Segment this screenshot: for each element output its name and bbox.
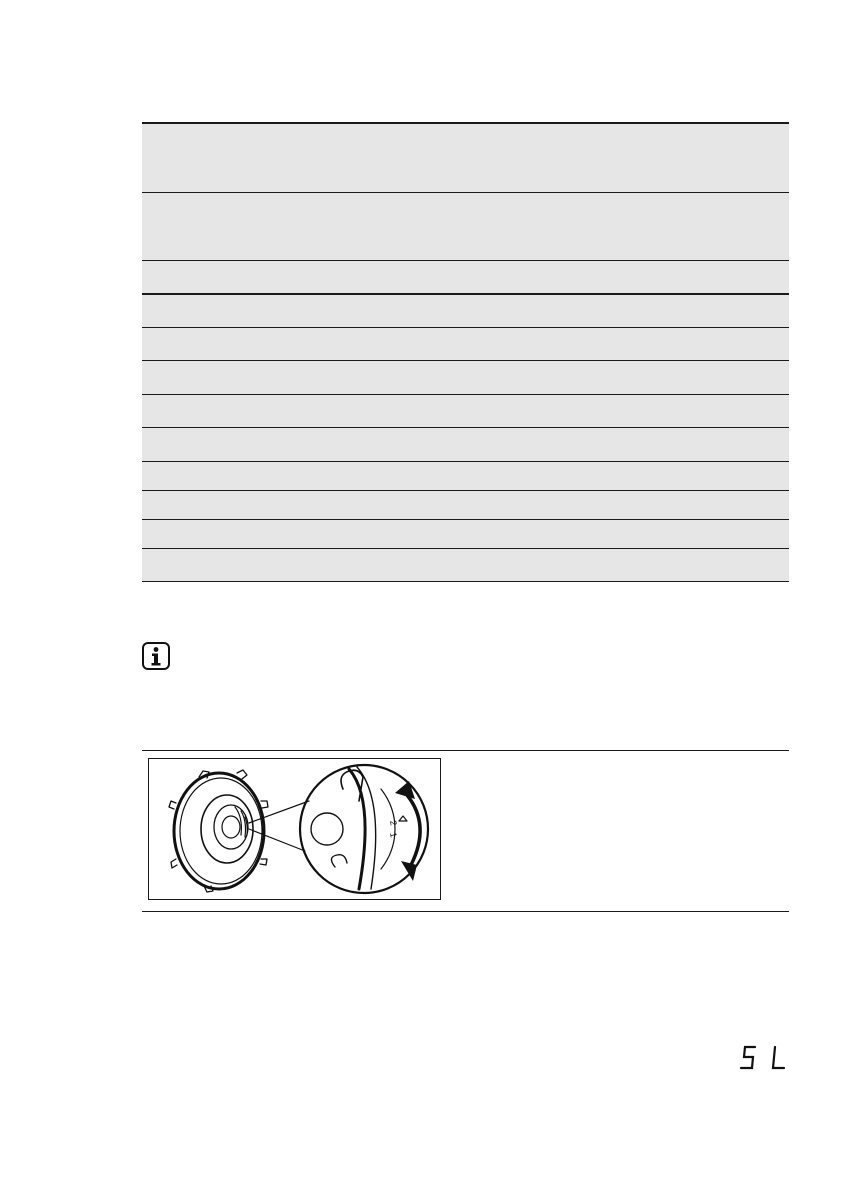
table-row <box>142 428 789 462</box>
table-row <box>142 520 789 549</box>
table-row <box>142 462 789 491</box>
info-icon <box>142 642 170 670</box>
table-row <box>142 124 789 193</box>
table-row <box>142 361 789 395</box>
table-row <box>142 328 789 361</box>
table-cell <box>142 428 789 444</box>
dial-number: 1 <box>388 831 399 839</box>
figure-top-rule <box>142 750 789 751</box>
table-row <box>142 295 789 328</box>
dial-number: 2 <box>388 819 399 827</box>
table-cell <box>142 549 789 565</box>
settings-table <box>142 122 789 582</box>
table-row <box>142 491 789 520</box>
table-cell <box>142 193 789 209</box>
table-cell <box>142 395 789 411</box>
table-cell <box>142 124 789 140</box>
display-code-text <box>794 1045 795 1046</box>
table-cell <box>142 462 789 478</box>
table-row <box>142 261 789 295</box>
dial-illustration <box>148 758 441 900</box>
figure-bottom-rule <box>142 911 789 912</box>
table-row <box>142 395 789 428</box>
table-row <box>142 549 789 582</box>
table-cell <box>142 328 789 344</box>
table-row <box>142 193 789 261</box>
table-cell <box>142 261 789 277</box>
table-cell <box>142 295 789 311</box>
table-cell <box>142 520 789 536</box>
table-cell <box>142 361 789 377</box>
table-cell <box>142 491 789 507</box>
display-code-5l <box>738 1045 794 1071</box>
